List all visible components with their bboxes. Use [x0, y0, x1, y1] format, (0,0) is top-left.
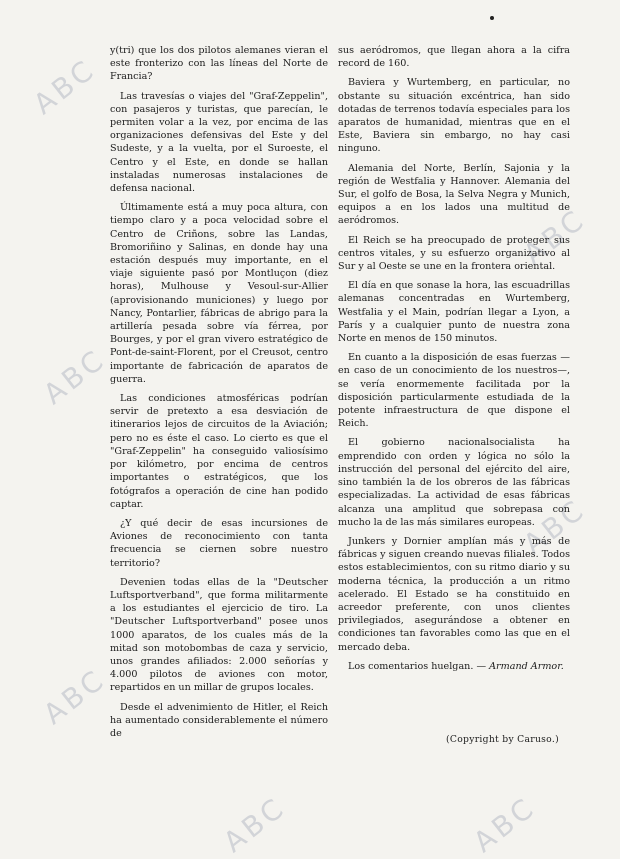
paragraph: y(tri) que los dos pilotos alemanes vieran el este fronterizo con las líneas del Norte de Francia?	[110, 45, 328, 83]
abc-watermark: ABC	[37, 662, 113, 731]
paragraph: Alemania del Norte, Berlín, Sajonia y la región de Westfalia y Hannover. Alemania del Sur, el golfo de Bosa, la Selva Negra y Munich, equipos a en los lados una multitud de aeródromos.	[338, 162, 570, 227]
author-signature: Armand Armor.	[489, 660, 564, 672]
abc-watermark: ABC	[37, 342, 113, 411]
closing-line	[338, 660, 570, 673]
paragraph: Devenien todas ellas de la "Deutscher Luftsportverband", que forma militarmente a los estudiantes el ejercicio de tiro. La "Deutscher Luftsportverband" posee unos 1000 aparatos, de los cuales más de la mitad son motobombas de caza y servicio, unos grandes afiliados: 2.000 señorías y 4.000 pilotos de aviones con motor, repartidos en un millar de grupos locales.	[110, 576, 328, 694]
paragraph: Últimamente está a muy poca altura, con tiempo claro y a poca velocidad sobre el Centro de Criñons, sobre las Landas, Bromoriñino y Salinas, en donde hay una estación después muy importante, en el viaje siguiente pasó por Montluçon (diez horas), Mulhouse y Vesoul-sur-Allier (aprovisionando municiones) y luego por Nancy, Pontarlier, fábricas de abrigo para la artillería pesada sobre vía férrea, por Bourges, y por el gran vivero estratégico de Pont-de-saint-Florent, por el Creusot, centro importante de fabricación de aparatos de guerra.	[110, 202, 328, 385]
paragraph: Desde el advenimiento de Hitler, el Reich ha aumentado considerablemente el número de	[110, 701, 328, 739]
abc-watermark: ABC	[27, 52, 103, 121]
paragraph: ¿Y qué decir de esas incursiones de Aviones de reconocimiento con tanta frecuencia se ciernen sobre nuestro territorio?	[110, 517, 328, 569]
paragraph: El día en que sonase la hora, las escuadrillas alemanas concentradas en Wurtemberg, Westfalia y el Main, podrían llegar a Lyon, a París y a cualquier punto de nuestra zona Norte en menos de 150 minutos.	[338, 280, 570, 345]
left-column	[110, 44, 328, 746]
abc-watermark: ABC	[517, 202, 593, 271]
paragraph: Junkers y Dornier amplían más y más de fábricas y siguen creando nuevas filiales. Todos estos establecimientos, con su ritmo diario y su moderna técnica, la producción a un ritmo acelerado. El Estado se ha constituido en acreedor preferente, con unos clientes privilegiados, asegurándose a obtener en condiciones tan favorables como las que en el mercado deba.	[338, 535, 570, 653]
paragraph: Las travesías o viajes del "Graf-Zeppelin", con pasajeros y turistas, que parecían, le permiten volar a la vez, por encima de las organizaciones defensivas del Este y del Sudeste, y a la vuelta, por el Suroeste, el Centro y el Este, en donde se hallan instaladas numerosas instalaciones de defensa nacional.	[110, 90, 328, 195]
paragraph: sus aeródromos, que llegan ahora a la cifra record de 160.	[338, 45, 570, 70]
paragraph: Las condiciones atmosféricas podrían servir de pretexto a esa desviación de itinerarios lejos de circuitos de la Aviación; pero no es éste el caso. Lo cierto es que el "Graf-Zeppelin" ha conseguido valiosísimo por kilómetro, por encima de centros importantes o estratégicos, que los fotógrafos a operación de cine han podido captar.	[110, 393, 328, 510]
abc-watermark: ABC	[517, 492, 593, 561]
abc-watermark: ABC	[467, 790, 543, 859]
closing-remark: Los comentarios huelgan. —	[348, 660, 487, 672]
abc-watermark: ABC	[217, 790, 293, 859]
right-column	[338, 44, 570, 679]
ink-dot	[490, 16, 494, 20]
paragraph: En cuanto a la disposición de esas fuerzas —en caso de un conocimiento de los nuestros—, se vería enormemente facilitada por la disposición particularmente estudiada de la potente infraestructura de que dispone el Reich.	[338, 352, 570, 430]
paragraph: El gobierno nacionalsocialista ha emprendido con orden y lógica no sólo la instrucción del personal del ejército del aire, sino también la de los obreros de las fábricas especializadas. La actividad de esas fábricas alcanza una amplitud que sobrepasa con mucho la de las más similares europeas.	[338, 437, 570, 528]
paragraph: El Reich se ha preocupado de proteger sus centros vitales, y su esfuerzo organizativo al Sur y al Oeste se une en la frontera oriental.	[338, 234, 570, 273]
copyright-credit: (Copyright by Caruso.)	[446, 734, 559, 745]
paragraph: Baviera y Wurtemberg, en particular, no obstante su situación excéntrica, han sido dotadas de terrenos todavía especiales para los aparatos de humanidad, mientras que en el Este, Baviera sin embargo, no hay casi ninguno.	[338, 77, 570, 155]
